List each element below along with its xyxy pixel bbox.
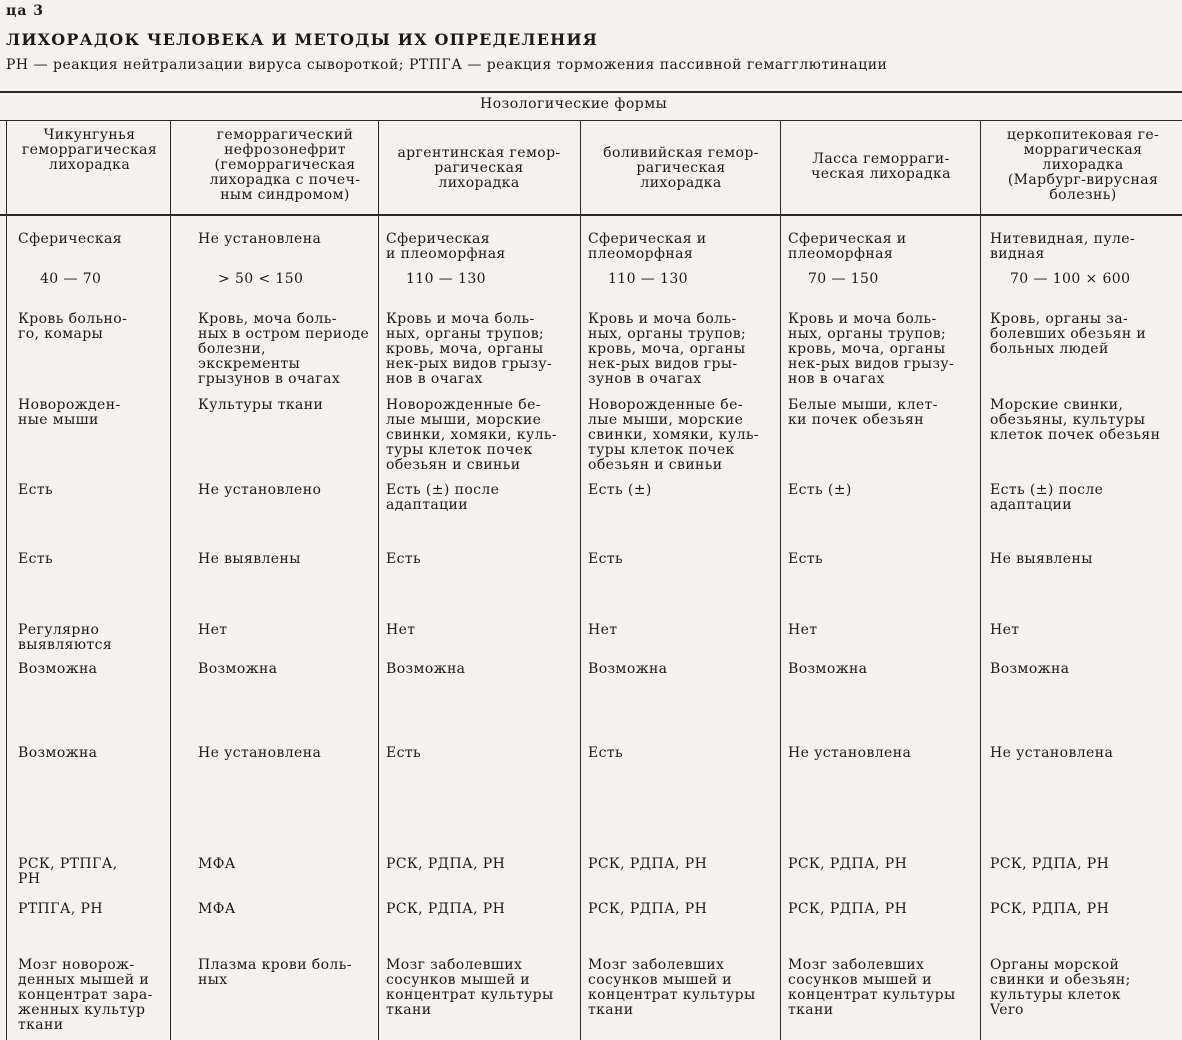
table-cell: 70 — 100 × 600 [1010,271,1131,287]
table-cell: Возможна [588,661,668,677]
table-cell: > 50 < 150 [218,271,304,287]
column-divider [6,121,7,1040]
table-cell: Возможна [386,661,466,677]
table-cell: Есть (±) [788,482,852,498]
abbreviation-note: РН — реакция нейтрализации вируса сывороткой; РТПГА — реакция торможения пассивной гемагглютинации [6,57,888,73]
table-cell: Есть [18,482,54,498]
table-cell: 110 — 130 [406,271,486,287]
page-title: ЛИХОРАДОК ЧЕЛОВЕКА И МЕТОДЫ ИХ ОПРЕДЕЛЕНИЯ [6,30,599,49]
table-cell: Нитевидная, пуле- видная [990,231,1136,262]
table-cell: Есть [386,745,422,761]
table-cell: Возможна [18,745,98,761]
table-cell: РСК, РДПА, РН [788,901,908,917]
table-cell: Нет [588,622,618,638]
column-divider [980,121,981,1040]
table-cell: РСК, РДПА, РН [386,856,506,872]
table-cell: Новорожденные бе- лые мыши, морские свинки, хомяки, куль- туры клеток почек обезьян и свиньи [588,397,760,473]
table-cell: 70 — 150 [808,271,879,287]
table-cell: Плазма крови боль- ных [198,957,352,988]
table-cell: РСК, РДПА, РН [588,901,708,917]
table-cell: Есть [788,551,824,567]
table-cell: Не установлено [198,482,322,498]
table-cell: Возможна [788,661,868,677]
table-cell: Сферическая [18,231,122,247]
table-cell: Белые мыши, клет- ки почек обезьян [788,397,938,428]
group-header-rule [0,120,1182,121]
table-cell: Не установлена [990,745,1114,761]
table-cell: Сферическая и плеоморфная [588,231,707,262]
table-cell: Возможна [18,661,98,677]
table-cell: Мозг новорож- денных мышей и концентрат зара- женных культур ткани [18,957,153,1033]
table-cell: Сферическая и плеоморфная [386,231,506,262]
table-cell: Не установлена [198,231,322,247]
table-cell: Новорожден- ные мыши [18,397,121,428]
table-cell: Не выявлены [990,551,1093,567]
table-cell: Культуры ткани [198,397,324,413]
table-cell: Органы морской свинки и обезьян; культуры клеток Vero [990,957,1131,1018]
table-cell: МФА [198,856,236,872]
table-cell: Сферическая и плеоморфная [788,231,907,262]
table-cell: Нет [198,622,228,638]
group-header: Нозологические формы [480,96,668,112]
table-cell: Есть [386,551,422,567]
table-cell: Не выявлены [198,551,301,567]
table-cell: Кровь и моча боль- ных, органы трупов; кровь, моча, органы нек-рых видов грызу- нов в очагах [788,311,955,387]
column-divider [378,121,379,1040]
column-header-rule [0,214,1182,216]
table-cell: 40 — 70 [40,271,102,287]
table-cell: 110 — 130 [608,271,688,287]
table-cell: Кровь больно- го, комары [18,311,128,342]
table-cell: Есть [588,551,624,567]
table-cell: Не установлена [198,745,322,761]
table-cell: Нет [386,622,416,638]
top-rule [0,91,1182,93]
table-cell: РТПГА, РН [18,901,103,917]
column-divider [580,121,581,1040]
column-header: Ласса геморраги- ческая лихорадка [811,151,951,182]
table-cell: Есть [588,745,624,761]
table-cell: Мозг заболевших сосунков мышей и концентрат культуры ткани [788,957,956,1018]
column-divider [780,121,781,1040]
column-header: Чикунгунья геморрагическая лихорадка [21,127,158,173]
column-header: церкопитековая ге- моррагическая лихорадка (Марбург-вирусная болезнь) [1006,127,1160,203]
column-divider [170,121,171,1040]
table-cell: Мозг заболевших сосунков мышей и концентрат культуры ткани [386,957,554,1018]
table-cell: Кровь и моча боль- ных, органы трупов; кровь, моча, органы нек-рых видов гры- зунов в очагах [588,311,747,387]
table-cell: Новорожденные бе- лые мыши, морские свинки, хомяки, куль- туры клеток почек обезьян и свиньи [386,397,558,473]
table-cell: Есть [18,551,54,567]
table-cell: МФА [198,901,236,917]
table-cell: РСК, РДПА, РН [990,901,1110,917]
table-cell: РСК, РДПА, РН [386,901,506,917]
table-cell: Кровь и моча боль- ных, органы трупов; кровь, моча, органы нек-рых видов грызу- нов в очагах [386,311,553,387]
table-cell: Нет [990,622,1020,638]
table-cell: Возможна [198,661,278,677]
table-cell: РСК, РДПА, РН [788,856,908,872]
table-cell: Мозг заболевших сосунков мышей и концентрат культуры ткани [588,957,756,1018]
table-cell: Кровь, органы за- болевших обезьян и больных людей [990,311,1147,357]
table-cell: Регулярно выявляются [18,622,113,653]
table-number-label: ца 3 [6,3,45,19]
table-cell: Морские свинки, обезьяны, культуры клеток почек обезьян [990,397,1161,443]
table-cell: Есть (±) [588,482,652,498]
table-cell: РСК, РТПГА, РН [18,856,118,887]
table-cell: Есть (±) после адаптации [990,482,1104,513]
column-header: геморрагический нефрозонефрит (геморрагическая лихорадка с почеч- ным синдромом) [209,127,361,203]
table-cell: РСК, РДПА, РН [588,856,708,872]
table-cell: Нет [788,622,818,638]
table-cell: Возможна [990,661,1070,677]
table-cell: РСК, РДПА, РН [990,856,1110,872]
table-cell: Кровь, моча боль- ных в остром периоде болезни, экскременты грызунов в очагах [198,311,370,387]
column-header: боливийская гемор- рагическая лихорадка [603,145,759,191]
table-cell: Есть (±) после адаптации [386,482,500,513]
table-cell: Не установлена [788,745,912,761]
column-header: аргентинская гемор- рагическая лихорадка [397,145,561,191]
